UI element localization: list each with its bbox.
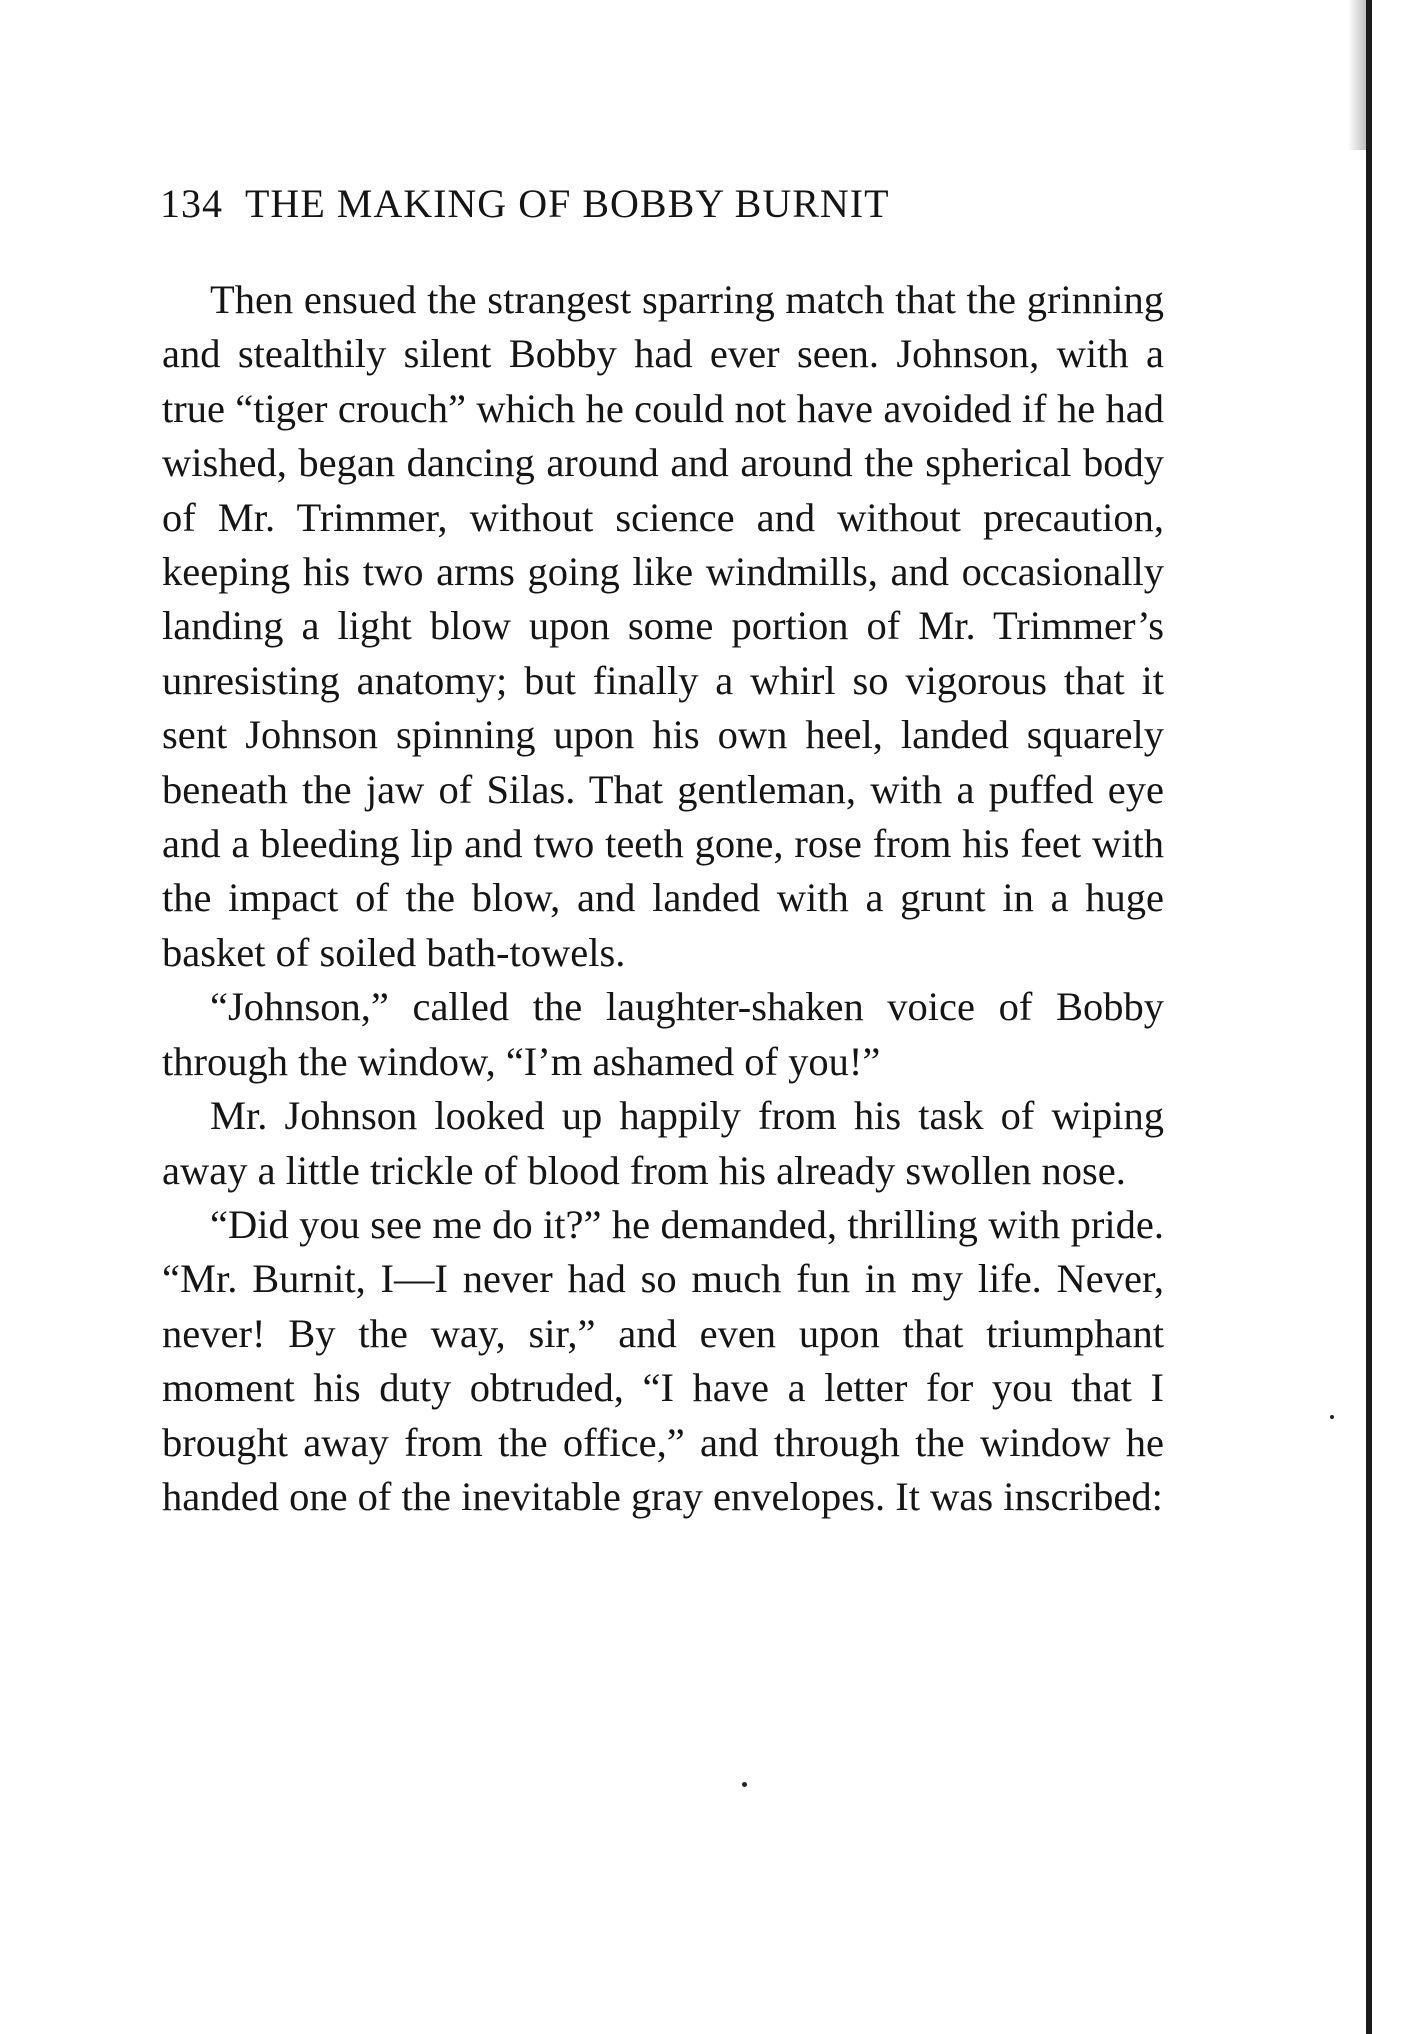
ink-speck: [742, 1782, 747, 1787]
running-title: THE MAKING OF BOBBY BURNIT: [245, 181, 890, 226]
paragraph-3-text: Mr. Johnson looked up happily from his task of wiping away a little trickle of blood from his already swollen nose.: [162, 1093, 1164, 1193]
paragraph-2-text: “Johnson,” called the laughter-shaken voice of Bobby through the window, “I’m ashamed of you!”: [162, 984, 1164, 1084]
paragraph-4: [162, 1198, 1164, 1524]
page-number: 134: [160, 181, 223, 226]
paragraph-2: [162, 980, 1164, 1089]
paragraph-3: [162, 1089, 1164, 1198]
ink-speck: [1330, 1415, 1334, 1419]
paragraph-4-text: “Did you see me do it?” he demanded, thrilling with pride. “Mr. Burnit, I—I never had so much fun in my life. Never, never! By the way, sir,” and even upon that triumphant moment his duty obtruded, “I have a letter for you that I brought away from the office,” and through the window he handed one of the inevitable gray envelopes. It was inscribed:: [162, 1201, 1164, 1519]
paragraph-1: [162, 273, 1164, 980]
page-edge-shadow: [1348, 0, 1366, 150]
paragraph-1-text: Then ensued the strangest sparring match that the grinning and stealthily silent Bobby had ever seen. Johnson, with a true “tiger crouch” which he could not have avoided if he had wished, began dancing around and around the spherical body of Mr. Trimmer, without science and without precaution, keeping his two arms going like windmills, and occasionally landing a light blow upon some portion of Mr. Trimmer’s unresisting anatomy; but finally a whirl so vigorous that it sent Johnson spinning upon his own heel, landed squarely beneath the jaw of Silas. That gentleman, with a puffed eye and a bleeding lip and two teeth gone, rose from his feet with the impact of the blow, and landed with a grunt in a huge basket of soiled bath-towels.: [162, 277, 1164, 975]
running-header: [160, 180, 1160, 227]
page-edge-line: [1366, 0, 1372, 2034]
body-text: [162, 273, 1164, 1524]
